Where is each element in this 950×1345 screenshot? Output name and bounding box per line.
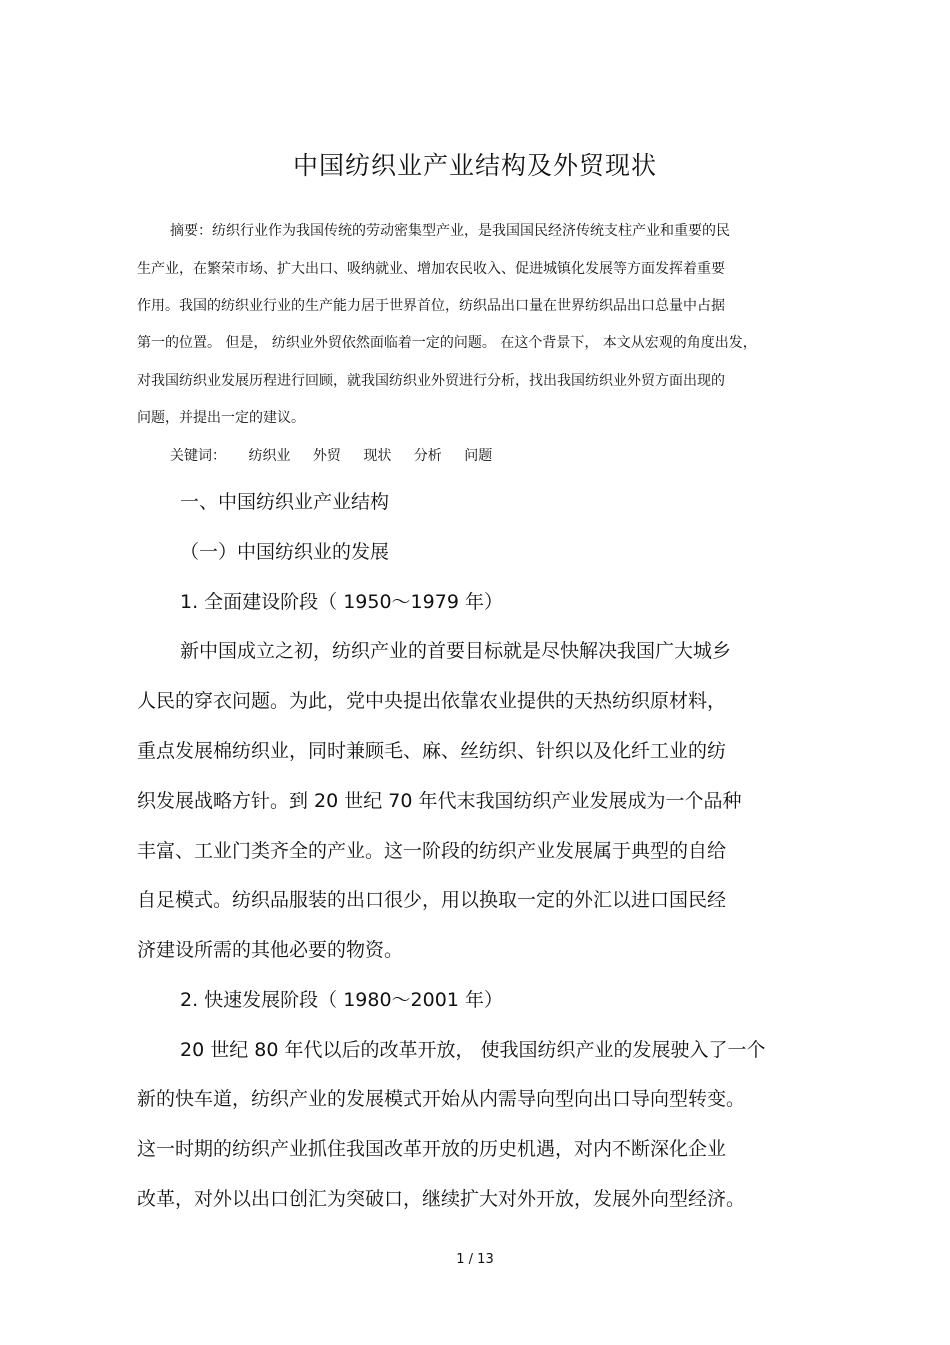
keyword: 外贸: [312, 448, 341, 464]
paragraph-line: 重点发展棉纺织业，同时兼顾毛、麻、丝纺织、针织以及化纤工业的纺: [137, 740, 727, 762]
paragraph-line: 自足模式。纺织品服装的出口很少，用以换取一定的外汇以进口国民经: [137, 889, 727, 911]
subsection-heading: （一）中国纺织业的发展: [180, 541, 390, 563]
abstract-line: 作用。我国的纺织业行业的生产能力居于世界首位，纺织品出口量在世界纺织品出口总量中占据: [137, 298, 725, 314]
keyword: 问题: [464, 448, 493, 464]
paragraph-line: 这一时期的纺织产业抓住我国改革开放的历史机遇，对内不断深化企业: [137, 1138, 727, 1160]
keywords: [170, 447, 510, 465]
keyword: 分析: [413, 448, 442, 464]
abstract-line: 对我国纺织业发展历程进行回顾，就我国纺织业外贸进行分析，找出我国纺织业外贸方面出现的: [137, 373, 725, 389]
stage-heading: 1. 全面建设阶段（ 1950～1979 年）: [180, 591, 503, 613]
document-title: 中国纺织业产业结构及外贸现状: [292, 151, 657, 180]
paragraph-line: 织发展战略方针。到 20 世纪 70 年代末我国纺织产业发展成为一个品种: [137, 790, 742, 812]
abstract-line: 问题，并提出一定的建议。: [137, 410, 305, 426]
keyword: 纺织业: [248, 448, 291, 464]
paragraph-line: 改革，对外以出口创汇为突破口，继续扩大对外开放，发展外向型经济。: [137, 1188, 746, 1210]
paragraph-line: 新的快车道，纺织产业的发展模式开始从内需导向型向出口导向型转变。: [137, 1088, 746, 1110]
abstract-line: 摘要：纺织行业作为我国传统的劳动密集型产业，是我国国民经济传统支柱产业和重要的民: [170, 223, 730, 239]
paragraph-line: 济建设所需的其他必要的物资。: [137, 939, 404, 961]
stage-heading: 2. 快速发展阶段（ 1980～2001 年）: [180, 989, 503, 1011]
keywords-label: 关键词：: [170, 448, 226, 464]
section-heading: 一、中国纺织业产业结构: [180, 491, 390, 513]
paragraph-line: 20 世纪 80 年代以后的改革开放， 使我国纺织产业的发展驶入了一个: [180, 1039, 766, 1061]
abstract-line: 生产业，在繁荣市场、扩大出口、吸纳就业、增加农民收入、促进城镇化发展等方面发挥着重要: [137, 261, 725, 277]
page-number: 1 / 13: [456, 1252, 494, 1267]
paragraph-line: 人民的穿衣问题。为此，党中央提出依靠农业提供的天热纺织原材料，: [137, 690, 727, 712]
keyword: 现状: [363, 448, 392, 464]
paragraph-line: 新中国成立之初，纺织产业的首要目标就是尽快解决我国广大城乡: [180, 640, 732, 662]
abstract-line: 第一的位置。 但是， 纺织业外贸依然面临着一定的问题。 在这个背景下， 本文从宏观的角度出发，: [137, 335, 757, 351]
paragraph-line: 丰富、工业门类齐全的产业。这一阶段的纺织产业发展属于典型的自给: [137, 840, 727, 862]
